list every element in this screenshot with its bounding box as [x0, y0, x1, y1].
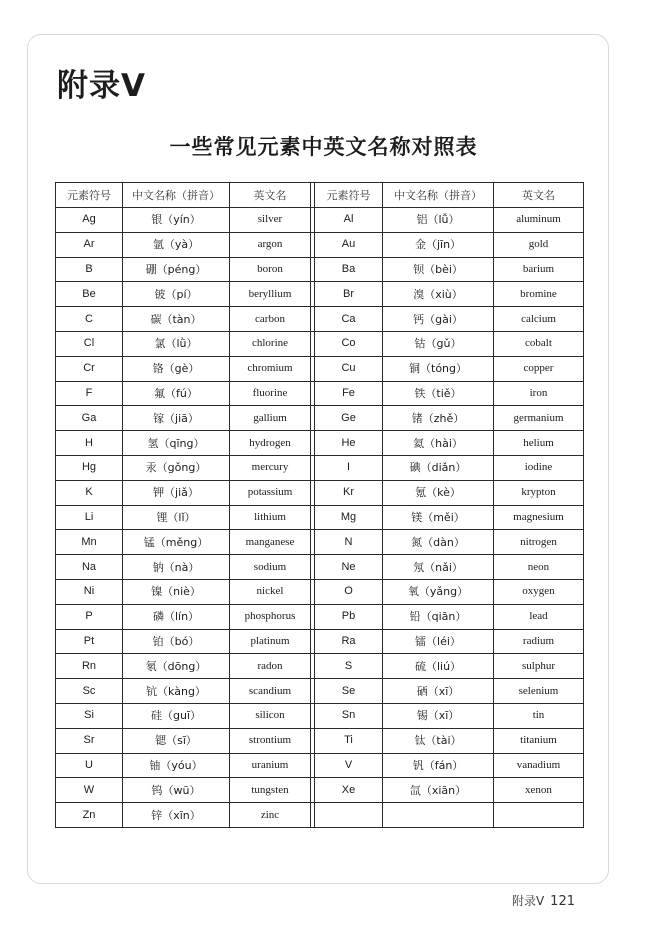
symbol-right: Ge	[315, 406, 383, 431]
symbol-left: Ga	[56, 406, 123, 431]
english-name-right: magnesium	[494, 505, 584, 530]
chinese-name-left: 铂（bó）	[123, 629, 230, 654]
chinese-name-right	[383, 803, 494, 828]
english-name-left: potassium	[230, 480, 311, 505]
symbol-left: Ar	[56, 232, 123, 257]
english-name-left: zinc	[230, 803, 311, 828]
chinese-name-right: 钒（fán）	[383, 753, 494, 778]
appendix-title: 附录Ⅴ	[57, 68, 146, 104]
chinese-name-left: 锰（měng）	[123, 530, 230, 555]
english-name-left: nickel	[230, 579, 311, 604]
chinese-name-left: 氟（fú）	[123, 381, 230, 406]
chinese-name-left: 镍（niè）	[123, 579, 230, 604]
english-name-right	[494, 803, 584, 828]
english-name-right: neon	[494, 555, 584, 580]
table-row	[56, 728, 584, 753]
symbol-right: Fe	[315, 381, 383, 406]
english-name-left: manganese	[230, 530, 311, 555]
english-name-right: gold	[494, 232, 584, 257]
table-row	[56, 703, 584, 728]
chinese-name-right: 氮（dàn）	[383, 530, 494, 555]
symbol-right: Xe	[315, 778, 383, 803]
symbol-right: Sn	[315, 703, 383, 728]
table-title: 一些常见元素中英文名称对照表	[169, 134, 478, 159]
symbol-right: Kr	[315, 480, 383, 505]
table-row	[56, 257, 584, 282]
symbol-right: Mg	[315, 505, 383, 530]
chinese-name-right: 氖（nǎi）	[383, 555, 494, 580]
table-row	[56, 753, 584, 778]
chinese-name-left: 碳（tàn）	[123, 307, 230, 332]
chinese-name-right: 铅（qiān）	[383, 604, 494, 629]
chinese-name-right: 氪（kè）	[383, 480, 494, 505]
english-name-left: carbon	[230, 307, 311, 332]
english-name-left: lithium	[230, 505, 311, 530]
english-name-left: radon	[230, 654, 311, 679]
table-row	[56, 406, 584, 431]
english-name-right: radium	[494, 629, 584, 654]
chinese-name-right: 锗（zhě）	[383, 406, 494, 431]
symbol-left: W	[56, 778, 123, 803]
symbol-left: Rn	[56, 654, 123, 679]
chinese-name-left: 汞（gǒng）	[123, 455, 230, 480]
chinese-name-right: 铝（lǚ）	[383, 208, 494, 233]
english-name-left: chlorine	[230, 331, 311, 356]
symbol-left: Sc	[56, 679, 123, 704]
english-name-right: lead	[494, 604, 584, 629]
symbol-left: Cr	[56, 356, 123, 381]
english-name-right: calcium	[494, 307, 584, 332]
symbol-right: He	[315, 431, 383, 456]
english-name-left: strontium	[230, 728, 311, 753]
chinese-name-right: 钙（gài）	[383, 307, 494, 332]
table-row	[56, 431, 584, 456]
table-row	[56, 331, 584, 356]
english-name-left: tungsten	[230, 778, 311, 803]
english-name-left: sodium	[230, 555, 311, 580]
english-name-right: aluminum	[494, 208, 584, 233]
chinese-name-left: 锂（lǐ）	[123, 505, 230, 530]
chinese-name-left: 锌（xīn）	[123, 803, 230, 828]
chinese-name-left: 铀（yóu）	[123, 753, 230, 778]
english-name-right: oxygen	[494, 579, 584, 604]
chinese-name-right: 氧（yǎng）	[383, 579, 494, 604]
table-row	[56, 654, 584, 679]
english-name-right: krypton	[494, 480, 584, 505]
chinese-name-right: 氙（xiān）	[383, 778, 494, 803]
chinese-name-right: 硫（liú）	[383, 654, 494, 679]
header-chinese-left: 中文名称（拼音）	[123, 183, 230, 208]
symbol-right: O	[315, 579, 383, 604]
english-name-left: silver	[230, 208, 311, 233]
english-name-left: uranium	[230, 753, 311, 778]
english-name-right: nitrogen	[494, 530, 584, 555]
chinese-name-left: 铍（pí）	[123, 282, 230, 307]
chinese-name-left: 镓（jiā）	[123, 406, 230, 431]
english-name-right: iodine	[494, 455, 584, 480]
symbol-right: Ti	[315, 728, 383, 753]
symbol-left: U	[56, 753, 123, 778]
table-row	[56, 604, 584, 629]
english-name-right: bromine	[494, 282, 584, 307]
english-name-left: fluorine	[230, 381, 311, 406]
english-name-right: barium	[494, 257, 584, 282]
chinese-name-left: 磷（lín）	[123, 604, 230, 629]
symbol-left: Na	[56, 555, 123, 580]
symbol-left: Hg	[56, 455, 123, 480]
chinese-name-left: 钾（jiǎ）	[123, 480, 230, 505]
english-name-left: scandium	[230, 679, 311, 704]
table-row	[56, 803, 584, 828]
header-chinese-right: 中文名称（拼音）	[383, 183, 494, 208]
english-name-right: sulphur	[494, 654, 584, 679]
element-names-table	[55, 182, 584, 828]
english-name-left: argon	[230, 232, 311, 257]
symbol-left: C	[56, 307, 123, 332]
symbol-left: Ag	[56, 208, 123, 233]
symbol-right: S	[315, 654, 383, 679]
symbol-left: F	[56, 381, 123, 406]
symbol-right: Al	[315, 208, 383, 233]
english-name-right: iron	[494, 381, 584, 406]
symbol-left: Li	[56, 505, 123, 530]
chinese-name-right: 镭（léi）	[383, 629, 494, 654]
table-row	[56, 307, 584, 332]
table-row	[56, 555, 584, 580]
chinese-name-right: 钡（bèi）	[383, 257, 494, 282]
english-name-left: beryllium	[230, 282, 311, 307]
symbol-left: Zn	[56, 803, 123, 828]
chinese-name-right: 镁（měi）	[383, 505, 494, 530]
symbol-left: Ni	[56, 579, 123, 604]
symbol-right: Ca	[315, 307, 383, 332]
symbol-right: Ra	[315, 629, 383, 654]
english-name-right: germanium	[494, 406, 584, 431]
symbol-right: Br	[315, 282, 383, 307]
chinese-name-right: 溴（xiù）	[383, 282, 494, 307]
table-row	[56, 356, 584, 381]
chinese-name-right: 氦（hài）	[383, 431, 494, 456]
header-symbol-right: 元素符号	[315, 183, 383, 208]
english-name-left: phosphorus	[230, 604, 311, 629]
table-row	[56, 455, 584, 480]
chinese-name-left: 钪（kàng）	[123, 679, 230, 704]
chinese-name-right: 金（jīn）	[383, 232, 494, 257]
table-row	[56, 530, 584, 555]
symbol-right: Ba	[315, 257, 383, 282]
header-english-right: 英文名	[494, 183, 584, 208]
english-name-right: vanadium	[494, 753, 584, 778]
symbol-right: N	[315, 530, 383, 555]
english-name-left: hydrogen	[230, 431, 311, 456]
footer-label: 附录Ⅴ	[511, 894, 545, 908]
english-name-left: gallium	[230, 406, 311, 431]
english-name-right: helium	[494, 431, 584, 456]
symbol-right: Au	[315, 232, 383, 257]
english-name-right: cobalt	[494, 331, 584, 356]
chinese-name-left: 硅（guī）	[123, 703, 230, 728]
symbol-right: I	[315, 455, 383, 480]
chinese-name-left: 氯（lǜ）	[123, 331, 230, 356]
table-row	[56, 381, 584, 406]
chinese-name-left: 硼（péng）	[123, 257, 230, 282]
chinese-name-right: 锡（xī）	[383, 703, 494, 728]
table-row	[56, 480, 584, 505]
table-header-row	[56, 183, 584, 208]
english-name-right: tin	[494, 703, 584, 728]
chinese-name-left: 氩（yà）	[123, 232, 230, 257]
symbol-left: Si	[56, 703, 123, 728]
chinese-name-right: 铜（tóng）	[383, 356, 494, 381]
table-row	[56, 679, 584, 704]
english-name-left: chromium	[230, 356, 311, 381]
page-footer	[512, 892, 575, 909]
english-name-left: mercury	[230, 455, 311, 480]
symbol-right: Ne	[315, 555, 383, 580]
symbol-left: Mn	[56, 530, 123, 555]
table-row	[56, 778, 584, 803]
chinese-name-right: 钛（tài）	[383, 728, 494, 753]
table-row	[56, 282, 584, 307]
header-symbol-left: 元素符号	[56, 183, 123, 208]
english-name-right: copper	[494, 356, 584, 381]
english-name-left: platinum	[230, 629, 311, 654]
symbol-left: Pt	[56, 629, 123, 654]
chinese-name-left: 钨（wū）	[123, 778, 230, 803]
symbol-right: Pb	[315, 604, 383, 629]
english-name-right: xenon	[494, 778, 584, 803]
chinese-name-left: 氡（dōng）	[123, 654, 230, 679]
chinese-name-right: 碘（diǎn）	[383, 455, 494, 480]
chinese-name-left: 铬（gè）	[123, 356, 230, 381]
symbol-left: Sr	[56, 728, 123, 753]
symbol-right	[315, 803, 383, 828]
chinese-name-left: 钠（nà）	[123, 555, 230, 580]
symbol-right: Se	[315, 679, 383, 704]
chinese-name-left: 锶（sī）	[123, 728, 230, 753]
chinese-name-right: 铁（tiě）	[383, 381, 494, 406]
table-row	[56, 208, 584, 233]
symbol-left: B	[56, 257, 123, 282]
symbol-left: Be	[56, 282, 123, 307]
english-name-right: selenium	[494, 679, 584, 704]
chinese-name-left: 银（yín）	[123, 208, 230, 233]
table-row	[56, 629, 584, 654]
symbol-right: Cu	[315, 356, 383, 381]
symbol-right: Co	[315, 331, 383, 356]
english-name-left: silicon	[230, 703, 311, 728]
chinese-name-right: 钴（gǔ）	[383, 331, 494, 356]
symbol-left: H	[56, 431, 123, 456]
table-row	[56, 579, 584, 604]
english-name-left: boron	[230, 257, 311, 282]
symbol-left: K	[56, 480, 123, 505]
symbol-left: P	[56, 604, 123, 629]
header-english-left: 英文名	[230, 183, 311, 208]
chinese-name-right: 硒（xī）	[383, 679, 494, 704]
table-body	[56, 208, 584, 828]
english-name-right: titanium	[494, 728, 584, 753]
table-row	[56, 505, 584, 530]
symbol-left: Cl	[56, 331, 123, 356]
page-number: 121	[550, 894, 575, 909]
table-row	[56, 232, 584, 257]
symbol-right: V	[315, 753, 383, 778]
chinese-name-left: 氢（qīng）	[123, 431, 230, 456]
